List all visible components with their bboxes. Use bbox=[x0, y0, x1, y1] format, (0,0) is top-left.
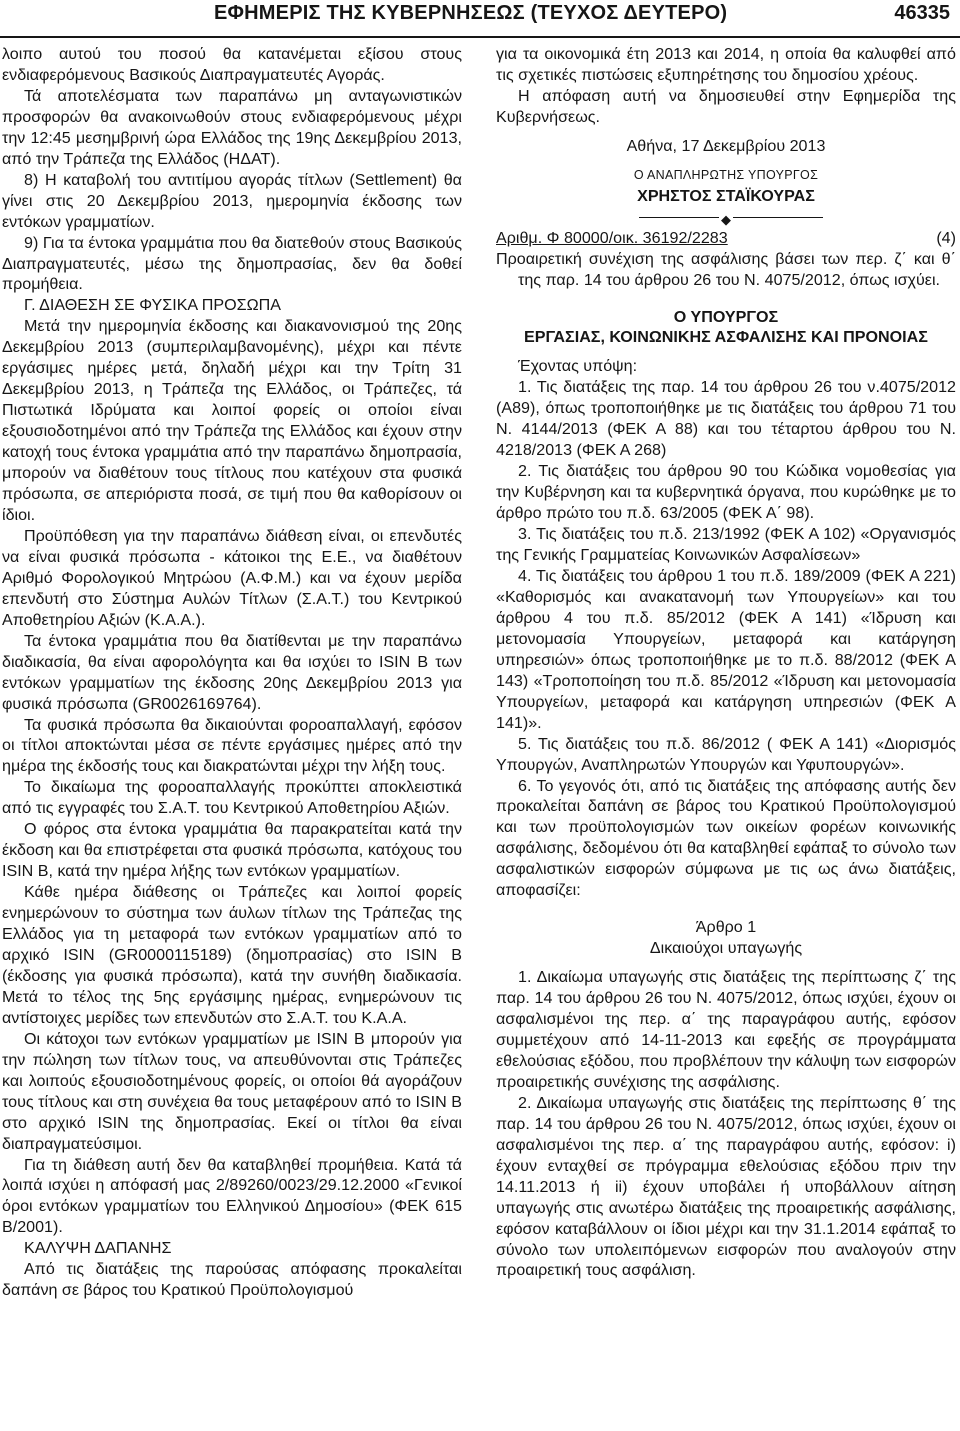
minister-heading: Ο ΥΠΟΥΡΓΟΣ bbox=[673, 307, 779, 326]
paragraph: Κάθε ημέρα διάθεσης οι Τράπεζες και λοιποί φορείς ενημερώνουν το σύστημα των άυλων τίτλων της Τράπεζας της Ελλάδος για τη μεταφορά των εντόκων γραμματίων από το αρχικό ISIN (GR0000115189) (δημοπρασίας) στο ISIN B (έκδοσης για φυσικά πρόσωπα), κατά την συνήθη διαδικασία. Μετά το τέλος της 5ης εργάσιμης ημέρας, ενημερώνουν τις αντίστοιχες μερίδες των επενδυτών στο Σ.Α.Τ. του Κ.Α.Α. bbox=[2, 883, 462, 1027]
right-column bbox=[496, 44, 956, 1281]
article-number: Άρθρο 1 bbox=[695, 918, 757, 937]
paragraph: 8) Η καταβολή του αντιτίμου αγοράς τίτλων (Settlement) θα γίνει στις 20 Δεκεμβρίου 2013, ημερομηνία έκδοσης των εντόκων γραμματίων. bbox=[2, 170, 462, 231]
section-heading: Γ. ΔΙΑΘΕΣΗ ΣΕ ΦΥΣΙΚΑ ΠΡΟΣΩΠΑ bbox=[24, 296, 281, 315]
paragraph: Για τη διάθεση αυτή δεν θα καταβληθεί προμήθεια. Κατά τά λοιπά ισχύει η απόφασή μας 2/89260/0023/29.12.2000 «Γενικοί όροι εντόκων γραμματίων του Ελληνικού Δημοσίου» (ΦΕΚ 615 Β/2001). bbox=[2, 1155, 462, 1237]
reference-number: Αριθμ. Φ 80000/οικ. 36192/2283 bbox=[496, 228, 728, 247]
page-number: 46335 bbox=[894, 2, 950, 24]
consideration-item: 5. Τις διατάξεις του π.δ. 86/2012 ( ΦΕΚ Α 141) «Διορισμός Υπουργών, Αναπληρωτών Υπουργών και Υφυπουργών». bbox=[496, 734, 956, 774]
gazette-title: ΕΦΗΜΕΡΙΣ ΤΗΣ ΚΥΒΕΡΝΗΣΕΩΣ (ΤΕΥΧΟΣ ΔΕΥΤΕΡΟ) bbox=[214, 2, 728, 24]
article-paragraph: 2. Δικαίωμα υπαγωγής στις διατάξεις της περίπτωσης θ΄ της παρ. 14 του άρθρου 26 του Ν. 4075/2012, όπως ισχύει, έχουν οι ασφαλισμένοι της περ. α΄ της παραγράφου αυτής, εφόσον: i) έχουν ενταχθεί σε πρόγραμμα εθελούσιας εξόδου πριν την 14.11.2013 ή ii) έχουν υποβάλει ή υποβάλλουν αίτηση υπαγωγής στις ανωτέρω διατάξεις της προαιρετικής ασφάλισης, εφόσον καταβάλλουν οι ίδιοι μέχρι και την 31.1.2014 εφάπαξ το σύνολο των υπολειπόμενων εισφορών που αναλογούν στην προαιρετική τους ασφάλιση. bbox=[496, 1093, 956, 1280]
paragraph: Οι κάτοχοι των εντόκων γραμματίων με ISIN B μπορούν για την πώληση των τίτλων τους, να απευθύνονται στις Τράπεζες και λοιπούς εξουσιοδοτημένους φορείς, οι οποίοι θά αγοράζουν τους τίτλους και στη συνέχεια θα τους μεταφέρουν από το ISIN B στο αρχικό ISIN της δημοπρασίας. Εκεί οι τίτλοι θα είναι διαπραγματεύσιμοι. bbox=[2, 1029, 462, 1153]
consideration-item: 4. Τις διατάξεις του άρθρου 1 του π.δ. 189/2009 (ΦΕΚ Α 221) «Καθορισμός και ανακατανομή των Υπουργείων» και του άρθρου 4 του π.δ. 85/2012 (ΦΕΚ Α 141) «Ίδρυση και μετονομασία Υπουργείων, μεταφορά και κατάργηση υπηρεσιών» όπως τροποποιήθηκε με το π.δ. 88/2012 (ΦΕΚ Α 143) «Τροποποίηση του π.δ. 85/2012 «Ίδρυση και μετονομασία Υπουργείων, μεταφορά και κατάργηση υπηρεσιών (ΦΕΚ Α 141)». bbox=[496, 566, 956, 732]
paragraph: 9) Για τα έντοκα γραμμάτια που θα διατεθούν στους Βασικούς Διαπραγματευτές, μέσω της δημοπρασίας, δεν θα δοθεί προμήθεια. bbox=[2, 233, 462, 294]
paragraph: Από τις διατάξεις της παρούσας απόφασης προκαλείται δαπάνη σε βάρος του Κρατικού Προϋπολογισμού bbox=[2, 1260, 462, 1300]
paragraph: για τα οικονομικά έτη 2013 και 2014, η οποία θα καλυφθεί από τις σχετικές πιστώσεις εξυπηρέτησης του δημοσίου χρέους. bbox=[496, 45, 956, 84]
consideration-item: 3. Τις διατάξεις του π.δ. 213/1992 (ΦΕΚ Α 102) «Οργανισμός της Γενικής Γραμματείας Κοινωνικών Ασφαλίσεων» bbox=[496, 525, 956, 565]
divider bbox=[496, 207, 956, 228]
paragraph: Τα φυσικά πρόσωπα θα δικαιούνται φοροαπαλλαγή, εφόσον οι τίτλοι αποκτώνται μέσα σε πέντε εργάσιμες ημέρες από την ημέρα της έκδοσής τους και διακρατώνται μέχρι την λήξη τους. bbox=[2, 715, 462, 776]
decision-reference bbox=[496, 228, 956, 249]
paragraph: Το δικαίωμα της φοροαπαλλαγής προκύπτει αποκλειστικά από τις εγγραφές του Σ.Α.Τ. του Κεντρικού Αποθετηρίου Αξιών. bbox=[2, 778, 462, 818]
consideration-item: 2. Τις διατάξεις του άρθρου 90 του Κώδικα νομοθεσίας για την Κυβέρνηση και τα κυβερνητικά όργανα, που κυρώθηκε με το άρθρο πρώτο του π.δ. 63/2005 (ΦΕΚ Α΄ 98). bbox=[496, 462, 956, 523]
considering-label: Έχοντας υπόψη: bbox=[518, 357, 638, 376]
left-column bbox=[2, 44, 462, 1301]
paragraph: Προϋπόθεση για την παραπάνω διάθεση είναι, οι επενδυτές να είναι φυσικά πρόσωπα - κάτοικοι της Ε.Ε., να διαθέτουν Αριθμό Φορολογικού Μητρώου (Α.Φ.Μ.) και να έχουν μερίδα επενδυτή στο Σύστημα Αυλών Τίτλων (Σ.Α.Τ.) του Κεντρικού Αποθετηρίου Αξιών (Κ.Α.Α.). bbox=[2, 526, 462, 629]
paragraph: λοιπο αυτού του ποσού θα κατανέμεται εξίσου στους ενδιαφερόμενους Βασικούς Διαπραγματευτές Αγοράς. bbox=[2, 45, 462, 84]
signer-role: Ο ΑΝΑΠΛΗΡΩΤΗΣ ΥΠΟΥΡΓΟΣ bbox=[633, 167, 819, 182]
page-header bbox=[0, 0, 960, 38]
section-heading: ΚΑΛΥΨΗ ΔΑΠΑΝΗΣ bbox=[24, 1239, 172, 1258]
reference-index: (4) bbox=[936, 228, 956, 247]
ministry-heading: ΕΡΓΑΣΙΑΣ, ΚΟΙΝΩΝΙΚΗΣ ΑΣΦΑΛΙΣΗΣ ΚΑΙ ΠΡΟΝΟΙΑΣ bbox=[524, 328, 928, 347]
consideration-item: 6. Το γεγονός ότι, από τις διατάξεις της απόφασης αυτής δεν προκαλείται δαπάνη σε βάρος του Κρατικού Προϋπολογισμού και των προϋπολογισμών των οικείων φορέων κοινωνικής ασφάλισης, δεδομένου ότι θα καταβληθεί εφάπαξ το σύνολο των ασφαλιστικών εισφορών σύμφωνα με τις ως άνω διατάξεις, αποφασίζει: bbox=[496, 776, 956, 900]
diamond-ornament-icon: ◆ bbox=[721, 211, 731, 227]
consideration-item: 1. Τις διατάξεις της παρ. 14 του άρθρου 26 του ν.4075/2012 (Α89), όπως τροποποιήθηκε με τις διατάξεις του άρθρου 71 του Ν. 4144/2013 (ΦΕΚ Α 88) και του τέταρτου άρθρου του Ν. 4218/2013 (ΦΕΚ Α 268) bbox=[496, 378, 956, 460]
paragraph: Τα έντοκα γραμμάτια που θα διατίθενται με την παραπάνω διαδικασία, θα είναι αφορολόγητα και θα ισχύει το ISIN B των εντόκων γραμματίων της έκδοσης 20ης Δεκεμβρίου 2013 για φυσικά πρόσωπα (GR0026169764). bbox=[2, 631, 462, 713]
paragraph: Ο φόρος στα έντοκα γραμμάτια θα παρακρατείται κατά την έκδοση και θα επιστρέφεται στα φυσικά πρόσωπα, κατόχους του ISIN B, κατά την ημέρα λήξης των εντόκων γραμματίων. bbox=[2, 820, 462, 881]
place-date: Αθήνα, 17 Δεκεμβρίου 2013 bbox=[626, 136, 826, 155]
decision-title: Προαιρετική συνέχιση της ασφάλισης βάσει των περ. ζ΄ και θ΄ της παρ. 14 του άρθρου 26 του Ν. 4075/2012, όπως ισχύει. bbox=[496, 249, 956, 289]
paragraph: Τά αποτελέσματα των παραπάνω μη ανταγωνιστικών προσφορών θα ανακοινωθούν στους ενδιαφερόμενους μέχρι την 12:45 μεσημβρινή ώρα Ελλάδος της 19ης Δεκεμβρίου 2013, από την Τράπεζα της Ελλάδος (ΗΔΑΤ). bbox=[2, 86, 462, 168]
signer-name: ΧΡΗΣΤΟΣ ΣΤΑΪΚΟΥΡΑΣ bbox=[637, 186, 815, 205]
paragraph: Η απόφαση αυτή να δημοσιευθεί στην Εφημερίδα της Κυβερνήσεως. bbox=[496, 86, 956, 126]
article-paragraph: 1. Δικαίωμα υπαγωγής στις διατάξεις της περίπτωσης ζ΄ της παρ. 14 του άρθρου 26 του Ν. 4075/2012, όπως ισχύει, έχουν οι ασφαλισμένοι της περ. α΄ της παραγράφου αυτής, εφόσον συμμετέχουν από 14-11-2013 και εφεξής σε προγράμματα εθελούσιας εξόδου, που προβλέπουν την κάλυψη των εισφορών προαιρετικής συνέχισης της ασφάλισης. bbox=[496, 968, 956, 1091]
article-title: Δικαιούχοι υπαγωγής bbox=[649, 939, 803, 958]
paragraph: Μετά την ημερομηνία έκδοσης και διακανονισμού της 20ης Δεκεμβρίου 2013 (συμπεριλαμβανομένης), μέχρι και πέντε εργάσιμες ημέρες μετά, δηλαδή μέχρι και την Τρίτη 31 Δεκεμβρίου 2013, η Τράπεζα της Ελλάδος, οι Τράπεζες, τά Πιστωτικά Ιδρύματα και λοιποί φορείς οι οποίοι είναι εξουσιοδοτημένοι από την Τράπεζα της Ελλάδος και έχουν στην κατοχή τους έντοκα γραμμάτια από την παραπάνω δημοπρασία, μπορούν να διαθέτουν τους τίτλους που κατέχουν στα φυσικά πρόσωπα, σε απεριόριστα ποσά, σε τιμή που θα καθορίσουν οι ίδιοι. bbox=[2, 317, 462, 524]
